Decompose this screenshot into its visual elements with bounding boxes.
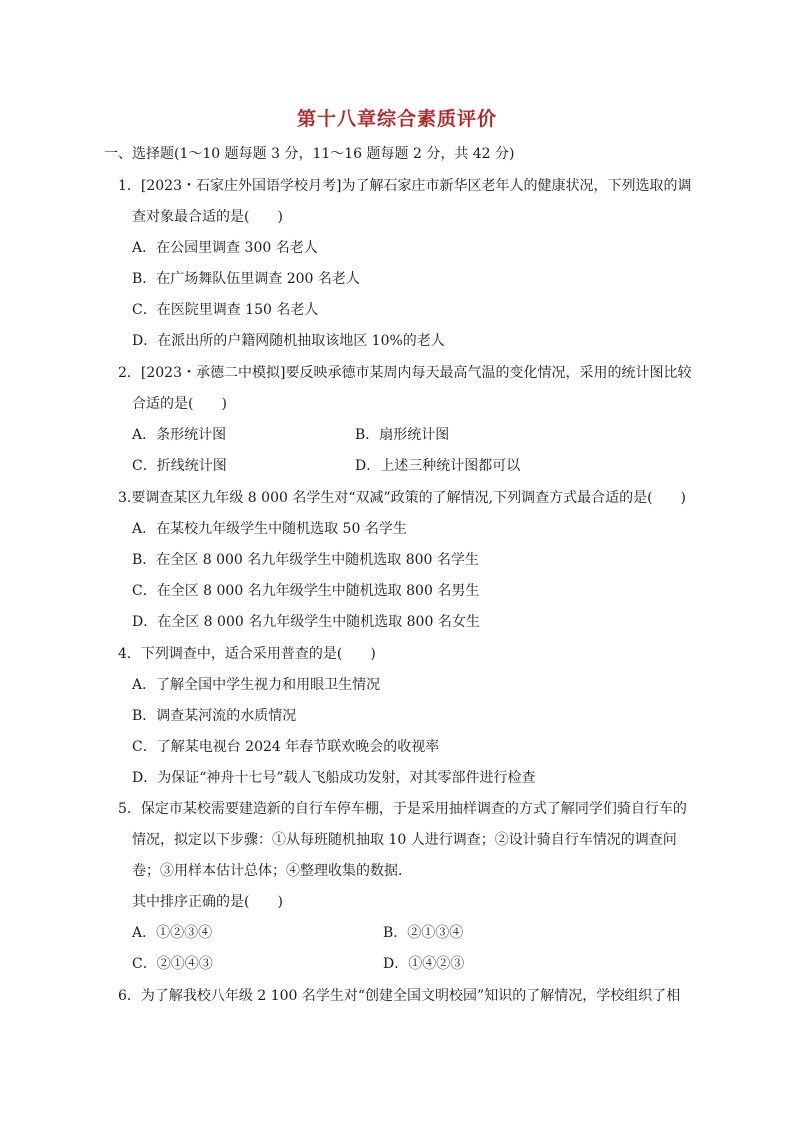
question-5-stem: 5．保定市某校需要建造新的自行车停车棚，于是采用抽样调查的方式了解同学们骑自行车的 [118,801,687,817]
question-3-option-d: D．在全区 8 000 名九年级学生中随机选取 800 名女生 [132,614,480,630]
question-4-option-b: B．调查某河流的水质情况 [132,708,297,724]
section-heading: 一、选择题(1～10 题每题 3 分，11～16 题每题 2 分，共 42 分) [104,146,515,162]
question-3-option-c: C．在全区 8 000 名九年级学生中随机选取 800 名男生 [132,583,480,599]
question-1-stem: 1．[2023・石家庄外国语学校月考]为了解石家庄市新华区老年人的健康状况，下列选取的调 [118,178,692,194]
question-2-stem: 2．[2023・承德二中模拟]要反映承德市某周内每天最高气温的变化情况，采用的统计图比较 [118,365,692,381]
question-3-option-a: A．在某校九年级学生中随机选取 50 名学生 [132,521,407,537]
question-1-option-b: B．在广场舞队伍里调查 200 名老人 [132,271,360,287]
question-5-stem-cont-3: 其中排序正确的是( ) [132,894,283,910]
question-5-option-d: D．①④②③ [383,956,465,972]
question-6-stem: 6．为了解我校八年级 2 100 名学生对“创建全国文明校园”知识的了解情况，学校组织了相 [118,988,681,1004]
question-2-option-c: C．折线统计图 [132,458,227,474]
question-1-option-d: D．在派出所的户籍网随机抽取该地区 10%的老人 [132,333,445,349]
question-4-option-a: A．了解全国中学生视力和用眼卫生情况 [132,677,381,693]
question-5-stem-cont-2: 卷；③用样本估计总体；④整理收集的数据． [132,863,412,879]
question-4-option-c: C．了解某电视台 2024 年春节联欢晚会的收视率 [132,739,440,755]
question-5-stem-cont-1: 情况，拟定以下步骤：①从每班随机抽取 10 人进行调查；②设计骑自行车情况的调查问 [132,832,677,848]
question-4-stem: 4．下列调查中，适合采用普查的是( ) [118,646,376,662]
question-1-option-c: C．在医院里调查 150 名老人 [132,302,319,318]
question-2-option-d: D．上述三种统计图都可以 [355,458,521,474]
question-2-option-a: A．条形统计图 [132,427,227,443]
question-2-option-b: B．扇形统计图 [355,427,450,443]
question-1-stem-cont: 查对象最合适的是( ) [132,209,283,225]
question-2-stem-cont: 合适的是( ) [132,396,227,412]
question-3-option-b: B．在全区 8 000 名九年级学生中随机选取 800 名学生 [132,552,479,568]
question-5-option-a: A．①②③④ [132,925,213,941]
question-5-option-c: C．②①④③ [132,956,213,972]
question-3-stem: 3.要调查某区九年级 8 000 名学生对“双减”政策的了解情况,下列调查方式最合适的是( ) [118,490,687,506]
question-5-option-b: B．②①③④ [383,925,464,941]
question-1-option-a: A．在公园里调查 300 名老人 [132,240,318,256]
question-4-option-d: D．为保证“神舟十七号”载人飞船成功发射，对其零部件进行检查 [132,770,536,786]
page-title: 第十八章综合素质评价 [296,108,497,130]
